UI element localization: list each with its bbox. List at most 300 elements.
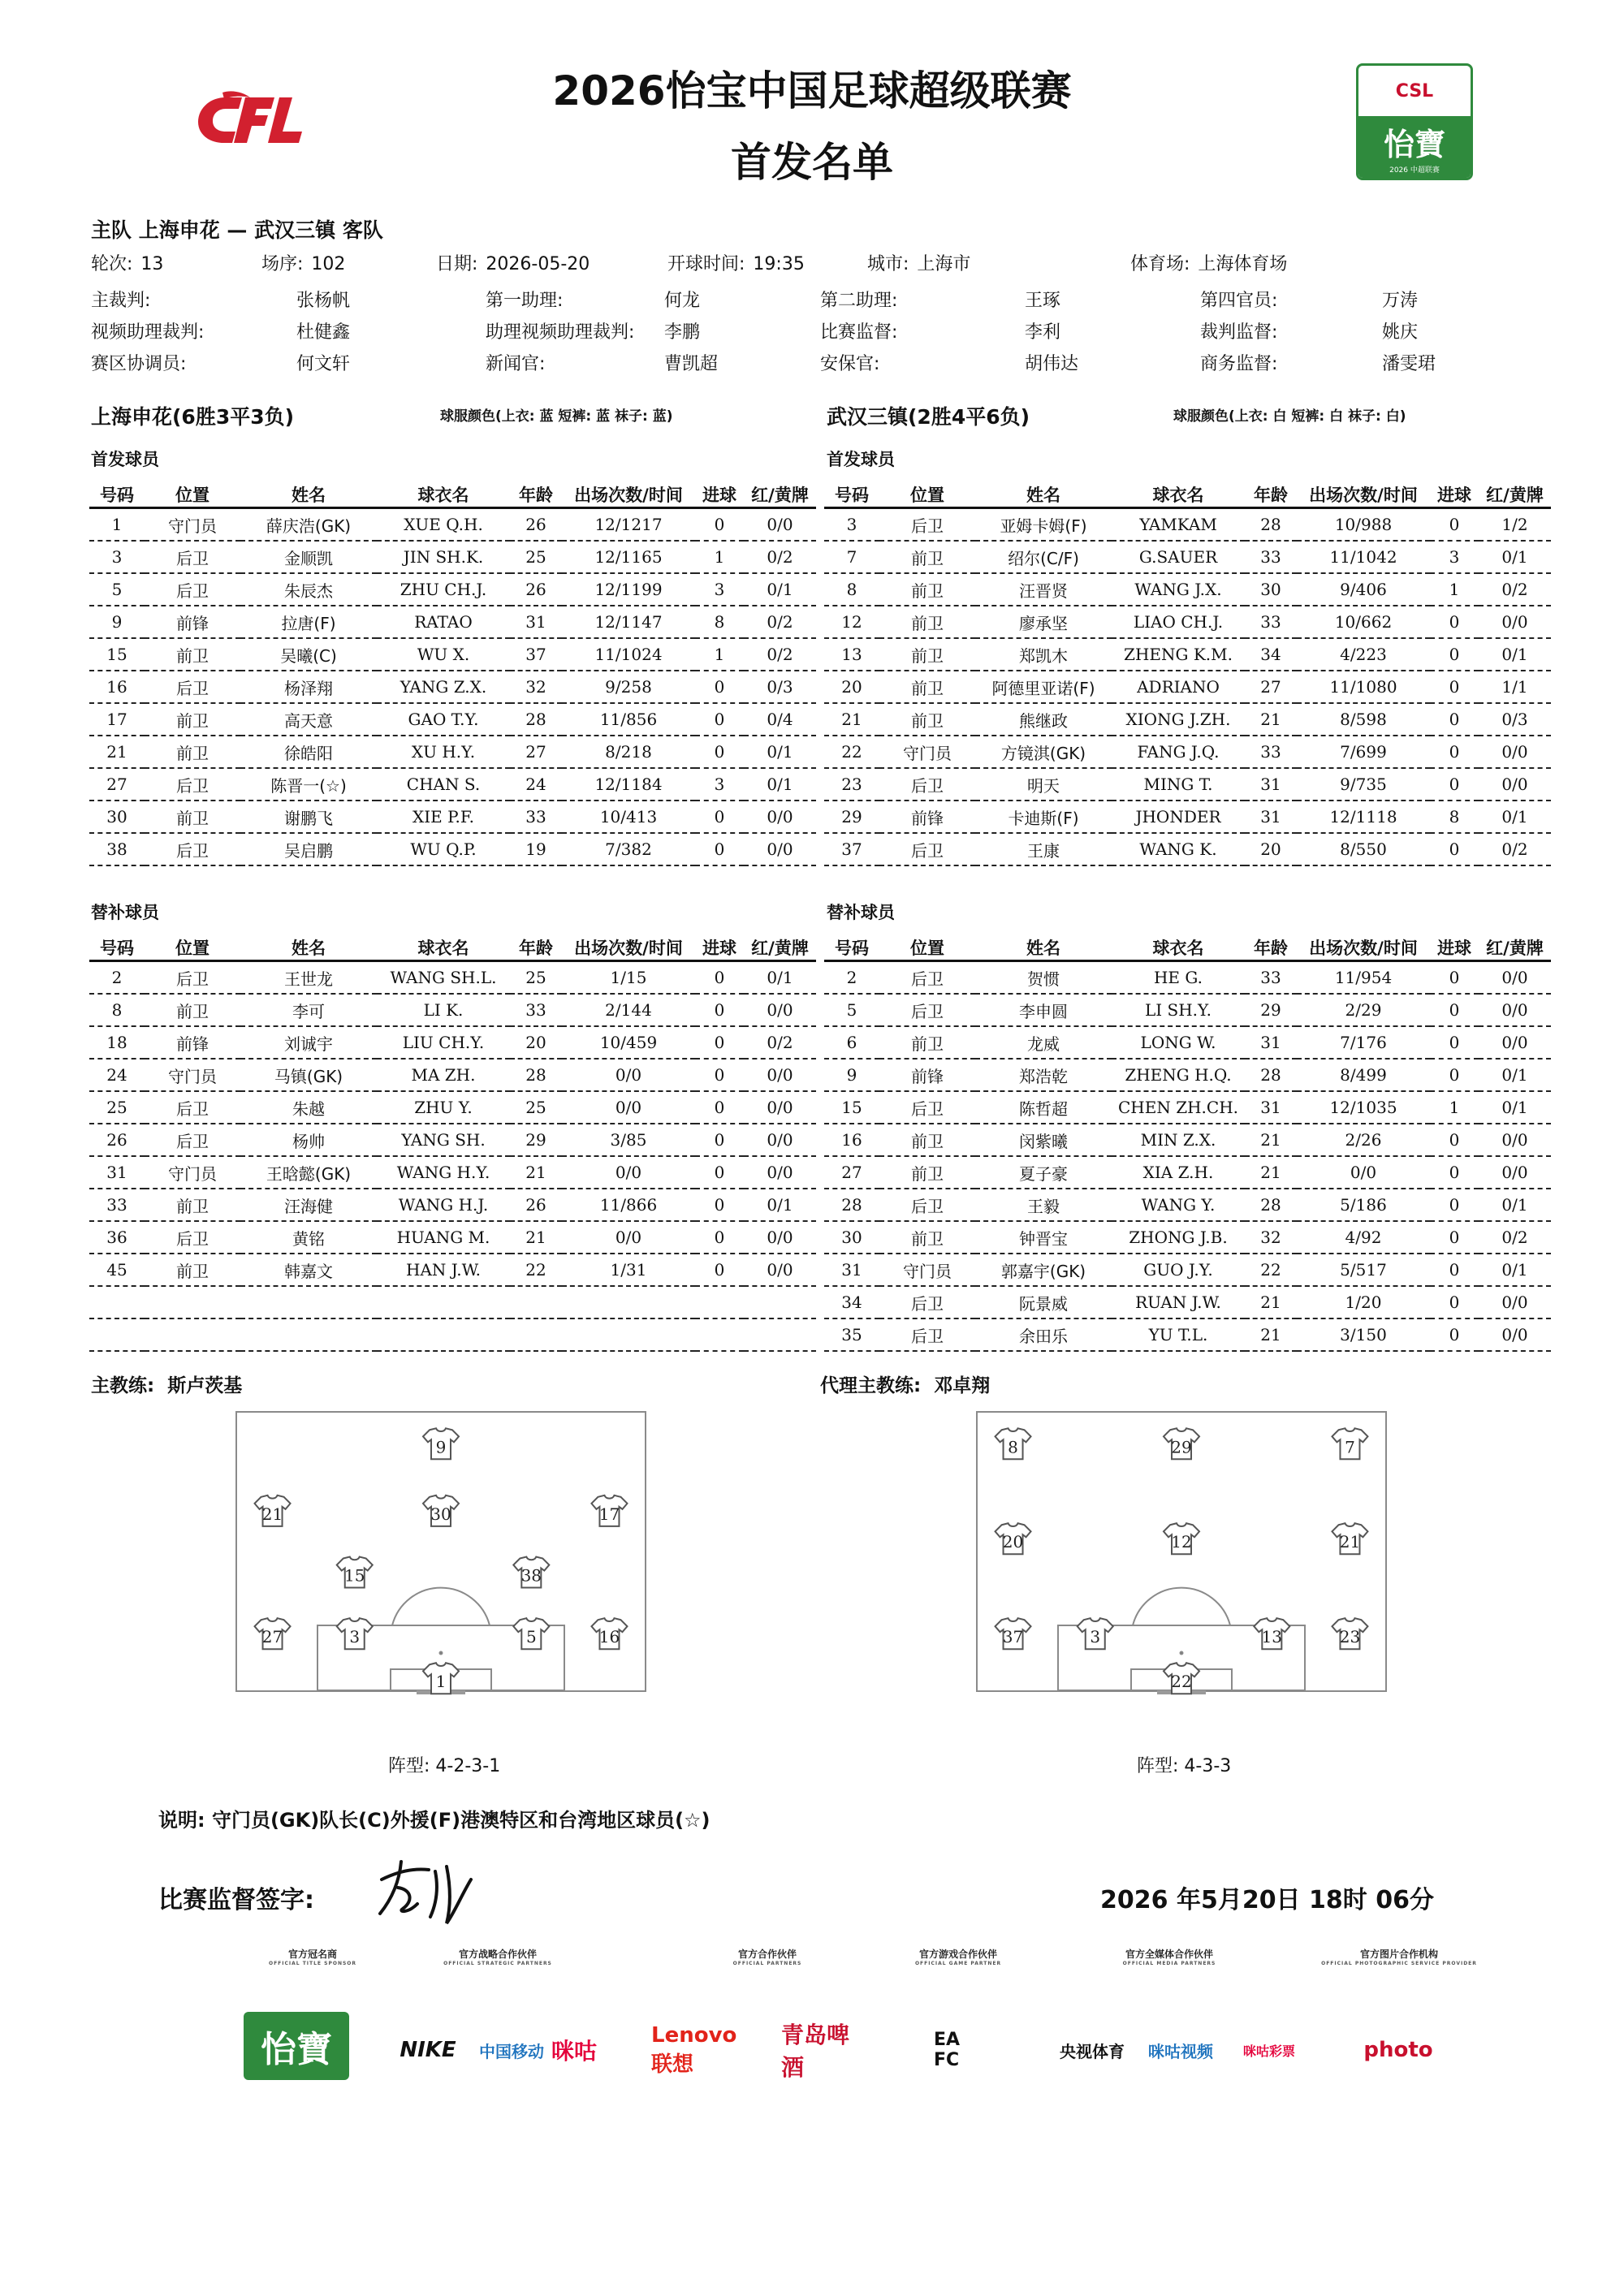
table-row: [89, 1254, 816, 1286]
cell-appearances: 4/223: [1297, 638, 1430, 671]
cell-shirt-name: ZHENG K.M.: [1112, 638, 1245, 671]
cell-number: 9: [89, 606, 145, 638]
cell-appearances: 10/662: [1297, 606, 1430, 638]
col-header-appearances: 出场次数/时间: [562, 482, 695, 508]
col-header-appearances: 出场次数/时间: [1297, 482, 1430, 508]
cell-cards: [744, 1318, 816, 1351]
cell-goals: 0: [1430, 768, 1479, 801]
cell-shirt-name: LONG W.: [1112, 1026, 1245, 1059]
home-coach-label: 主教练:: [91, 1375, 155, 1396]
cell-goals: 0: [695, 1091, 744, 1124]
cell-cards: 0/0: [744, 1254, 816, 1286]
cell-shirt-name: YU T.L.: [1112, 1318, 1245, 1351]
cell-number: 27: [89, 768, 145, 801]
official-name: 王琢: [1025, 291, 1061, 311]
legend: 说明: 守门员(GK)队长(C)外援(F)港澳特区和台湾地区球员(☆): [158, 1809, 710, 1832]
cell-cards: 0/0: [1479, 736, 1551, 768]
sponsor-logo: 咪咕: [551, 2038, 597, 2065]
cell-appearances: 3/150: [1297, 1318, 1430, 1351]
official-label: 商务监督:: [1200, 354, 1278, 374]
cell-name: [240, 1318, 377, 1351]
table-row: [89, 1059, 816, 1091]
cell-appearances: 12/1165: [562, 541, 695, 573]
cell-appearances: 10/413: [562, 801, 695, 833]
cell-number: [89, 1286, 145, 1318]
cell-cards: 0/1: [1479, 1189, 1551, 1221]
table-row: [89, 768, 816, 801]
official-name: 何文轩: [296, 354, 351, 374]
cell-position: 前卫: [145, 703, 240, 736]
cell-goals: 3: [695, 768, 744, 801]
cell-age: 32: [510, 671, 562, 703]
sponsor-category: [219, 1947, 406, 1966]
cell-position: 后卫: [145, 768, 240, 801]
info-item: [667, 250, 805, 275]
cell-position: 前卫: [879, 1124, 975, 1156]
jersey-number: 12: [1171, 1532, 1192, 1552]
cell-age: 31: [510, 606, 562, 638]
col-header-age: 年龄: [1245, 482, 1297, 508]
cell-position: 前卫: [879, 573, 975, 606]
jersey-number: 17: [598, 1504, 620, 1524]
cell-position: 前锋: [879, 801, 975, 833]
cell-age: 31: [1245, 1026, 1297, 1059]
cell-goals: 0: [1430, 1156, 1479, 1189]
cell-position: 后卫: [879, 1286, 975, 1318]
cell-cards: 0/0: [744, 1124, 816, 1156]
cell-position: 前卫: [145, 736, 240, 768]
jersey-number: 38: [520, 1565, 542, 1586]
cell-cards: 0/0: [1479, 1026, 1551, 1059]
cell-goals: 8: [1430, 801, 1479, 833]
cell-age: 28: [510, 703, 562, 736]
cell-name: 余田乐: [975, 1318, 1112, 1351]
sponsor-logo: 中国移动: [479, 2041, 544, 2061]
player-jersey-icon: [591, 1495, 627, 1526]
table-row: [824, 768, 1551, 801]
cell-goals: 0: [695, 1189, 744, 1221]
cell-number: 34: [824, 1286, 879, 1318]
table-header-row: [89, 482, 816, 508]
cell-goals: 0: [695, 736, 744, 768]
cell-goals: 0: [1430, 1026, 1479, 1059]
player-jersey-icon: [1078, 1618, 1113, 1649]
col-header-goals: 进球: [695, 482, 744, 508]
col-header-goals: 进球: [695, 935, 744, 961]
cell-age: 22: [510, 1254, 562, 1286]
away-formation-pitch: [976, 1411, 1387, 1708]
cell-cards: 0/2: [744, 638, 816, 671]
table-row: [89, 1221, 816, 1254]
home-subs-table: [89, 935, 816, 1352]
cell-appearances: 2/144: [562, 994, 695, 1026]
table-row: [89, 1156, 816, 1189]
cell-cards: 1/1: [1479, 671, 1551, 703]
home-starters-label: 首发球员: [91, 450, 159, 469]
official-name: 姚庆: [1382, 322, 1419, 343]
col-header-number: 号码: [824, 482, 879, 508]
cell-goals: 0: [695, 1221, 744, 1254]
col-header-cards: 红/黄牌: [1479, 482, 1551, 508]
csl-logo-text: CSL: [1395, 80, 1434, 101]
cell-name: 朱辰杰: [240, 573, 377, 606]
cell-position: 后卫: [879, 961, 975, 995]
cell-appearances: 12/1147: [562, 606, 695, 638]
cell-appearances: 12/1184: [562, 768, 695, 801]
cell-position: 后卫: [879, 1318, 975, 1351]
cell-name: 黄铭: [240, 1221, 377, 1254]
official-label: 新闻官:: [486, 354, 546, 374]
cell-age: 33: [510, 994, 562, 1026]
cell-cards: 0/1: [1479, 801, 1551, 833]
cell-number: 16: [824, 1124, 879, 1156]
cell-goals: 1: [695, 541, 744, 573]
cell-shirt-name: CHEN ZH.CH.: [1112, 1091, 1245, 1124]
cell-shirt-name: XIA Z.H.: [1112, 1156, 1245, 1189]
info-value: 2026-05-20: [486, 254, 590, 274]
cell-position: 后卫: [145, 833, 240, 865]
cell-shirt-name: YANG SH.: [377, 1124, 510, 1156]
sponsor-category-cn: 官方战略合作伙伴: [458, 1949, 537, 1960]
home-formation-pitch: [235, 1411, 646, 1708]
cell-appearances: 10/988: [1297, 508, 1430, 542]
cell-name: 熊继政: [975, 703, 1112, 736]
col-header-age: 年龄: [510, 935, 562, 961]
cell-appearances: 11/856: [562, 703, 695, 736]
cell-number: 37: [824, 833, 879, 865]
cell-number: 26: [89, 1124, 145, 1156]
cell-position: 前卫: [879, 541, 975, 573]
cell-appearances: 12/1199: [562, 573, 695, 606]
csl-logo: [1356, 63, 1473, 180]
sponsor-category: [674, 1947, 861, 1966]
cell-cards: 0/3: [1479, 703, 1551, 736]
table-row: [89, 573, 816, 606]
cell-name: 韩嘉文: [240, 1254, 377, 1286]
cell-appearances: 8/218: [562, 736, 695, 768]
cell-appearances: 0/0: [562, 1059, 695, 1091]
cell-position: 前锋: [879, 1059, 975, 1091]
home-starters-table: [89, 482, 816, 866]
away-coach-name: 邓卓翔: [934, 1375, 991, 1396]
sponsor-category-cn: 官方游戏合作伙伴: [918, 1949, 997, 1960]
cell-name: 汪海健: [240, 1189, 377, 1221]
cell-goals: 0: [695, 801, 744, 833]
table-row: [824, 573, 1551, 606]
cell-cards: 0/0: [744, 1059, 816, 1091]
sponsor-category-cn: 官方图片合作机构: [1359, 1949, 1438, 1960]
cell-number: 13: [824, 638, 879, 671]
cell-age: 21: [1245, 1156, 1297, 1189]
jersey-number: 16: [598, 1627, 620, 1647]
jersey-number: 23: [1339, 1627, 1361, 1647]
away-subs-table: [824, 935, 1551, 1352]
cell-number: 12: [824, 606, 879, 638]
csl-small-text: 2026 中超联赛: [1389, 166, 1440, 175]
cell-age: 25: [510, 1091, 562, 1124]
sponsor-category: [404, 1947, 591, 1966]
cell-shirt-name: [377, 1318, 510, 1351]
cell-shirt-name: LI SH.Y.: [1112, 994, 1245, 1026]
official-label: 安保官:: [820, 354, 880, 374]
official-name: 潘雯珺: [1382, 354, 1436, 374]
table-row: [89, 1286, 816, 1318]
cell-cards: 0/0: [744, 833, 816, 865]
cell-number: 3: [824, 508, 879, 542]
cell-goals: 0: [695, 671, 744, 703]
cell-shirt-name: RATAO: [377, 606, 510, 638]
cell-cards: 0/1: [744, 573, 816, 606]
sponsor-logo: EA FC: [934, 2030, 961, 2070]
cell-number: 17: [89, 703, 145, 736]
cell-name: 马镇(GK): [240, 1059, 377, 1091]
cell-age: 22: [1245, 1254, 1297, 1286]
table-row: [824, 541, 1551, 573]
player-jersey-icon: [255, 1618, 291, 1649]
cell-age: 31: [1245, 1091, 1297, 1124]
cell-goals: 0: [1430, 961, 1479, 995]
cell-goals: 0: [1430, 994, 1479, 1026]
cell-cards: 0/0: [1479, 1156, 1551, 1189]
cell-name: 龙威: [975, 1026, 1112, 1059]
table-row: [89, 671, 816, 703]
jersey-number: 15: [344, 1565, 365, 1586]
table-row: [824, 1026, 1551, 1059]
cell-shirt-name: XU H.Y.: [377, 736, 510, 768]
info-label: 城市:: [867, 254, 909, 274]
cell-number: 27: [824, 1156, 879, 1189]
cell-number: 22: [824, 736, 879, 768]
cell-goals: 1: [1430, 1091, 1479, 1124]
official-name: 杜健鑫: [296, 322, 351, 343]
cell-age: 21: [1245, 1124, 1297, 1156]
player-jersey-icon: [423, 1495, 459, 1526]
cell-position: 守门员: [145, 508, 240, 542]
cell-appearances: 12/1217: [562, 508, 695, 542]
col-header-position: 位置: [145, 482, 240, 508]
cell-age: 27: [1245, 671, 1297, 703]
cell-goals: 0: [1430, 833, 1479, 865]
cell-position: 前卫: [879, 1156, 975, 1189]
cell-name: 金顺凯: [240, 541, 377, 573]
info-item: [91, 250, 163, 275]
cell-appearances: [562, 1286, 695, 1318]
player-jersey-icon: [513, 1618, 549, 1649]
cell-age: 37: [510, 638, 562, 671]
player-jersey-icon: [337, 1557, 373, 1588]
cell-shirt-name: XIONG J.ZH.: [1112, 703, 1245, 736]
player-jersey-icon: [513, 1557, 549, 1588]
cell-name: 郭嘉宇(GK): [975, 1254, 1112, 1286]
cell-age: [510, 1286, 562, 1318]
away-subs-label: 替补球员: [827, 903, 895, 922]
cell-number: 5: [89, 573, 145, 606]
sponsor-category-en: OFFICIAL PARTNERS: [732, 1961, 802, 1966]
home-formation-value: 4-2-3-1: [435, 1756, 501, 1776]
cell-age: 20: [1245, 833, 1297, 865]
cell-shirt-name: ADRIANO: [1112, 671, 1245, 703]
cell-goals: 0: [1430, 606, 1479, 638]
cell-goals: 0: [695, 1059, 744, 1091]
cell-position: 前卫: [879, 671, 975, 703]
cell-age: 21: [510, 1221, 562, 1254]
cell-position: 后卫: [145, 1221, 240, 1254]
home-coach: [91, 1370, 242, 1397]
cell-age: 29: [510, 1124, 562, 1156]
cell-position: 前卫: [879, 1026, 975, 1059]
cell-position: 后卫: [145, 961, 240, 995]
cell-goals: 0: [1430, 671, 1479, 703]
cell-appearances: 11/866: [562, 1189, 695, 1221]
cell-appearances: 2/26: [1297, 1124, 1430, 1156]
cell-appearances: 11/1024: [562, 638, 695, 671]
table-row: [89, 833, 816, 865]
page-title: 2026怡宝中国足球超级联赛: [552, 67, 1072, 114]
cell-goals: 0: [695, 833, 744, 865]
cell-cards: 0/0: [744, 1156, 816, 1189]
cell-shirt-name: [377, 1286, 510, 1318]
cell-name: 汪晋贤: [975, 573, 1112, 606]
info-value: 19:35: [753, 254, 805, 274]
table-row: [89, 638, 816, 671]
cell-shirt-name: ZHONG J.B.: [1112, 1221, 1245, 1254]
cell-cards: 0/0: [1479, 961, 1551, 995]
cfl-logo: [193, 91, 315, 148]
cell-shirt-name: JHONDER: [1112, 801, 1245, 833]
cell-number: 30: [89, 801, 145, 833]
cell-position: 守门员: [145, 1059, 240, 1091]
home-formation-label: 阵型:: [388, 1756, 430, 1776]
info-value: 13: [140, 254, 164, 274]
cell-name: 吴启鹏: [240, 833, 377, 865]
cell-number: 8: [824, 573, 879, 606]
cell-cards: 0/1: [1479, 1091, 1551, 1124]
cell-name: 拉唐(F): [240, 606, 377, 638]
sponsor-category: [865, 1947, 1052, 1966]
cell-position: 后卫: [145, 541, 240, 573]
cell-number: 9: [824, 1059, 879, 1091]
table-row: [824, 1091, 1551, 1124]
table-row: [824, 508, 1551, 542]
cell-shirt-name: GUO J.Y.: [1112, 1254, 1245, 1286]
jersey-number: 13: [1261, 1627, 1283, 1647]
cell-position: [145, 1318, 240, 1351]
table-row: [824, 1254, 1551, 1286]
table-row: [824, 703, 1551, 736]
cell-number: [89, 1318, 145, 1351]
cell-name: 陈哲超: [975, 1091, 1112, 1124]
cell-name: 夏子豪: [975, 1156, 1112, 1189]
cell-goals: 0: [695, 1254, 744, 1286]
sponsor-category-en: OFFICIAL STRATEGIC PARTNERS: [443, 1961, 552, 1966]
cell-shirt-name: WANG H.J.: [377, 1189, 510, 1221]
cell-shirt-name: ZHU Y.: [377, 1091, 510, 1124]
cell-cards: 0/0: [1479, 606, 1551, 638]
cell-age: 27: [510, 736, 562, 768]
cell-age: 28: [1245, 1059, 1297, 1091]
cell-shirt-name: HAN J.W.: [377, 1254, 510, 1286]
cell-appearances: 0/0: [562, 1156, 695, 1189]
col-header-shirt-name: 球衣名: [377, 935, 510, 961]
cell-goals: 0: [695, 1124, 744, 1156]
cell-appearances: 0/0: [1297, 1156, 1430, 1189]
cell-number: 8: [89, 994, 145, 1026]
sponsor-logo: 咪咕视频: [1148, 2041, 1213, 2061]
col-header-cards: 红/黄牌: [1479, 935, 1551, 961]
cell-goals: 0: [695, 703, 744, 736]
cell-age: 28: [510, 1059, 562, 1091]
cell-cards: [744, 1286, 816, 1318]
jersey-number: 3: [1090, 1627, 1101, 1647]
cell-number: 15: [89, 638, 145, 671]
cell-name: 杨帅: [240, 1124, 377, 1156]
cell-age: 29: [1245, 994, 1297, 1026]
jersey-number: 20: [1002, 1532, 1024, 1552]
cell-name: 亚姆卡姆(F): [975, 508, 1112, 542]
cell-goals: 0: [1430, 1254, 1479, 1286]
table-row: [824, 606, 1551, 638]
cell-goals: 0: [695, 961, 744, 995]
official-label: 主裁判:: [91, 291, 151, 311]
cell-name: 阿德里亚诺(F): [975, 671, 1112, 703]
sponsor-category: [1076, 1947, 1263, 1966]
cell-name: 王晗懿(GK): [240, 1156, 377, 1189]
cell-age: 33: [1245, 541, 1297, 573]
cell-appearances: 12/1035: [1297, 1091, 1430, 1124]
cell-shirt-name: LI K.: [377, 994, 510, 1026]
cell-cards: 0/1: [744, 768, 816, 801]
cell-appearances: 10/459: [562, 1026, 695, 1059]
table-row: [89, 541, 816, 573]
official-label: 第四官员:: [1200, 291, 1278, 311]
cell-name: 廖承坚: [975, 606, 1112, 638]
sponsor-category-en: OFFICIAL TITLE SPONSOR: [268, 1961, 357, 1966]
cell-shirt-name: WU X.: [377, 638, 510, 671]
away-starters-table: [824, 482, 1551, 866]
cell-shirt-name: WANG K.: [1112, 833, 1245, 865]
cell-age: 26: [510, 508, 562, 542]
table-row: [89, 703, 816, 736]
cell-shirt-name: HE G.: [1112, 961, 1245, 995]
info-label: 体育场:: [1130, 254, 1190, 274]
penalty-spot: [1181, 1652, 1183, 1655]
cell-position: 前卫: [879, 606, 975, 638]
cell-age: 21: [510, 1156, 562, 1189]
table-row: [824, 1189, 1551, 1221]
table-row: [89, 1318, 816, 1351]
cell-goals: 0: [695, 1026, 744, 1059]
official-name: 张杨帆: [296, 291, 351, 311]
cell-name: 刘诚宇: [240, 1026, 377, 1059]
cell-position: 后卫: [879, 833, 975, 865]
sponsor-category-cn: 官方全媒体合作伙伴: [1125, 1949, 1213, 1960]
cell-number: 28: [824, 1189, 879, 1221]
sponsor-logo: 央视体育: [1060, 2041, 1125, 2061]
cell-shirt-name: RUAN J.W.: [1112, 1286, 1245, 1318]
info-label: 开球时间:: [667, 254, 745, 274]
cell-shirt-name: HUANG M.: [377, 1221, 510, 1254]
cell-appearances: 0/0: [562, 1221, 695, 1254]
cell-number: 33: [89, 1189, 145, 1221]
sponsor-logo: 青岛啤酒: [781, 2022, 850, 2081]
cell-appearances: 8/550: [1297, 833, 1430, 865]
cell-number: 30: [824, 1221, 879, 1254]
cell-shirt-name: FANG J.Q.: [1112, 736, 1245, 768]
cell-goals: 0: [1430, 736, 1479, 768]
cell-name: 王康: [975, 833, 1112, 865]
player-jersey-icon: [996, 1618, 1031, 1649]
cell-age: 20: [510, 1026, 562, 1059]
